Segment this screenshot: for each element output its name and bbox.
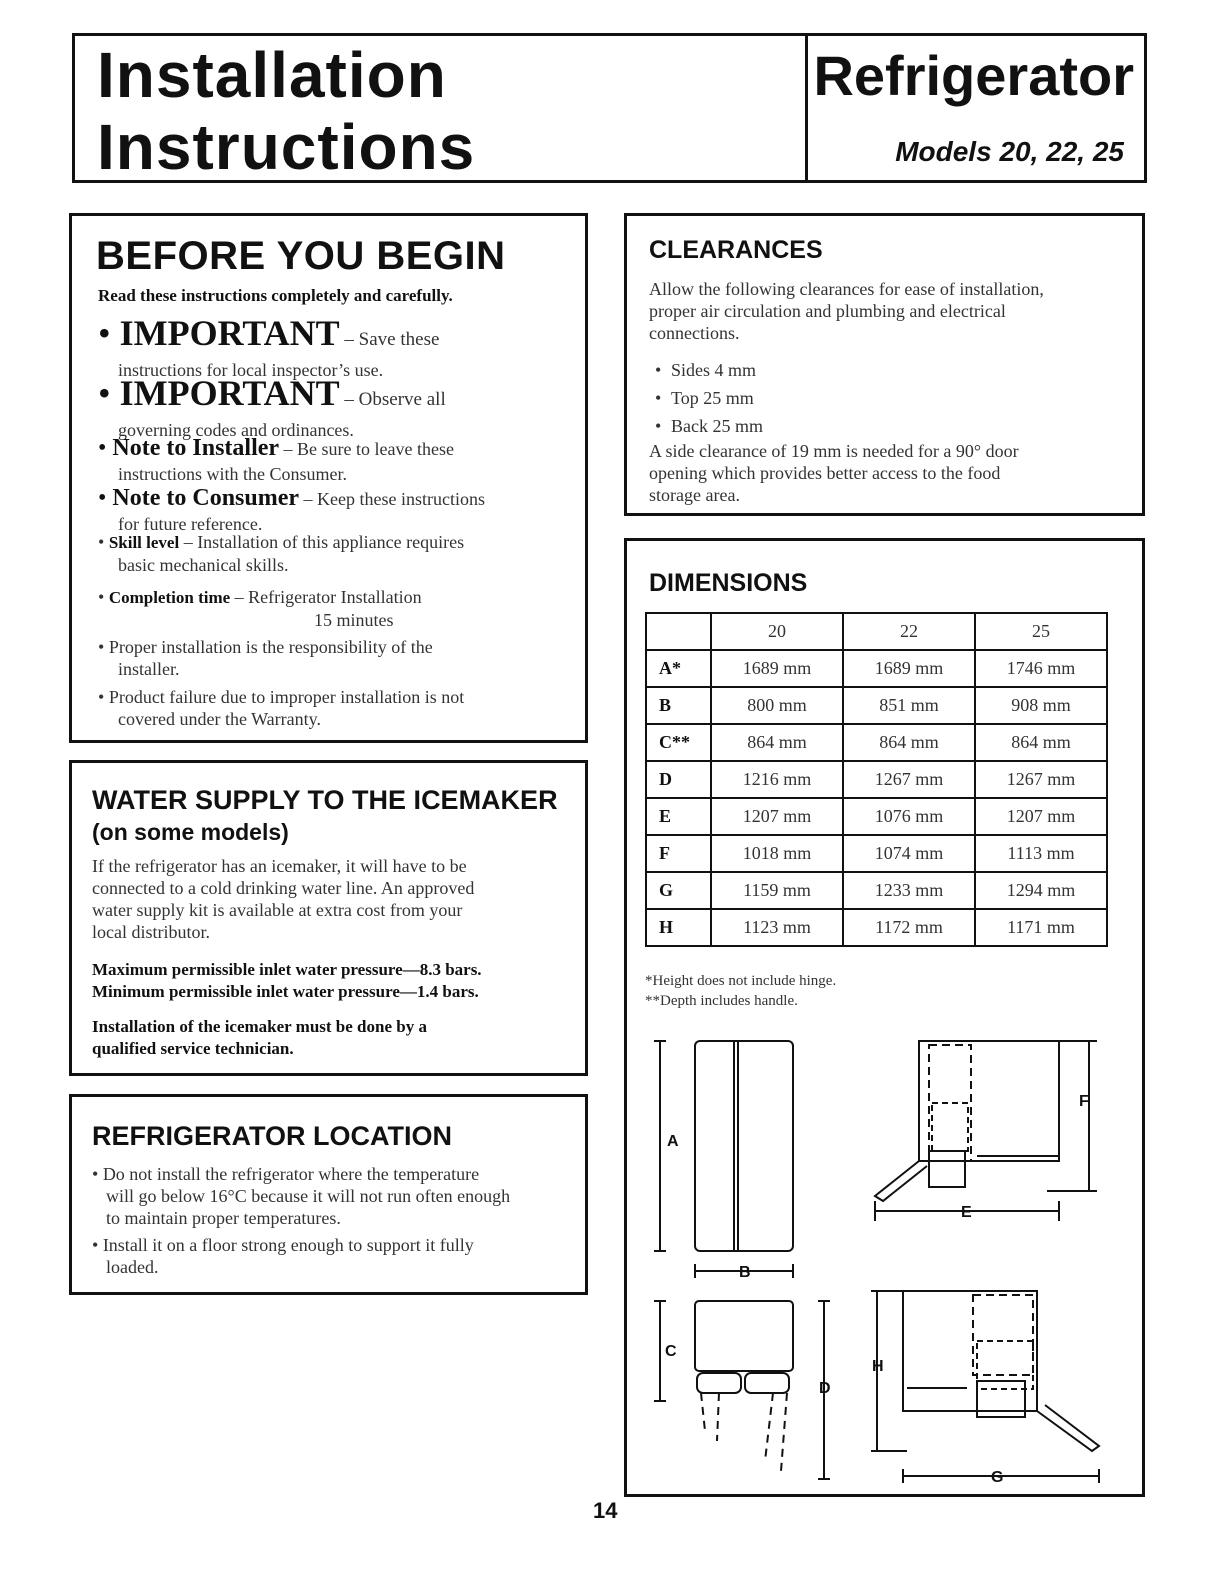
location-b1-line-2: will go below 16°C because it will not run often enough <box>106 1186 511 1206</box>
models-label: Models 20, 22, 25 <box>895 136 1124 167</box>
page-number: 14 <box>593 1498 618 1523</box>
failure-line-1: Product failure due to improper installation is not <box>108 687 465 707</box>
diagram-label-g: G <box>991 1469 1004 1486</box>
clearances-section <box>624 213 1145 516</box>
water-line-2: connected to a cold drinking water line. An approved <box>92 878 475 898</box>
water-line-3: water supply kit is available at extra cost from your <box>92 900 463 920</box>
header-title-box <box>72 33 807 183</box>
row-label: F <box>646 835 711 872</box>
location-bullet-1: • Do not install the refrigerator where the temperature will go below 16°C because it will not run often enough to maintain proper temperatures. <box>92 1163 582 1229</box>
before-heading: BEFORE YOU BEGIN <box>96 234 506 278</box>
proper-installation: • Proper installation is the responsibility of the installer. <box>98 636 578 680</box>
failure-line-2: covered under the Warranty. <box>118 709 321 729</box>
location-b1-line-3: to maintain proper temperatures. <box>106 1208 341 1228</box>
footnote-height: *Height does not include hinge. <box>645 973 837 989</box>
table-cell: 1267 mm <box>975 761 1107 798</box>
table-cell: 1689 mm <box>711 650 843 687</box>
dimensions-column-header <box>646 613 711 650</box>
table-cell: 1074 mm <box>843 835 975 872</box>
row-label: B <box>646 687 711 724</box>
note-installer: • Note to Installer – Be sure to leave these instructions with the Consumer. <box>98 434 578 485</box>
clearances-heading: CLEARANCES <box>649 236 823 264</box>
location-heading: REFRIGERATOR LOCATION <box>92 1121 452 1151</box>
clearance-top: • Top 25 mm <box>649 384 1129 412</box>
completion-time-cont: 15 minutes <box>314 610 394 630</box>
water-heading: WATER SUPPLY TO THE ICEMAKER <box>92 785 558 815</box>
table-cell: 1018 mm <box>711 835 843 872</box>
table-row <box>646 724 1107 761</box>
dimensions-column-header: 20 <box>711 613 843 650</box>
location-b1-line-1: Do not install the refrigerator where the temperature <box>102 1164 480 1184</box>
clearances-line-2: proper air circulation and plumbing and electrical <box>649 301 1006 321</box>
water-line-1: If the refrigerator has an icemaker, it will have to be <box>92 856 467 876</box>
dimensions-section <box>624 538 1145 1497</box>
location-section <box>69 1094 588 1295</box>
diagram-label-a: A <box>667 1133 679 1150</box>
water-supply-section <box>69 760 588 1076</box>
side-note-line-1: A side clearance of 19 mm is needed for a 90° door <box>649 441 1019 461</box>
row-label: C** <box>646 724 711 761</box>
row-label: A* <box>646 650 711 687</box>
diagram-label-e: E <box>961 1204 972 1221</box>
side-note-line-2: opening which provides better access to the food <box>649 463 1001 483</box>
note-consumer-key: Note to Consumer <box>112 485 300 511</box>
note-installer-key: Note to Installer <box>112 435 280 461</box>
table-cell: 800 mm <box>711 687 843 724</box>
proper-line-2: installer. <box>118 659 180 679</box>
table-cell: 1076 mm <box>843 798 975 835</box>
important-2: • IMPORTANT – Observe all governing codes and ordinances. <box>98 374 578 441</box>
important-1-key: IMPORTANT <box>119 313 340 353</box>
row-label: E <box>646 798 711 835</box>
table-cell: 1172 mm <box>843 909 975 946</box>
side-note-line-3: storage area. <box>649 485 740 505</box>
location-b2-line-1: Install it on a floor strong enough to support it fully <box>102 1235 474 1255</box>
important-2-key: IMPORTANT <box>119 373 340 413</box>
title-line-2: Instructions <box>97 111 476 183</box>
refrigerator-dimension-diagrams <box>627 1021 1142 1496</box>
clearances-line-3: connections. <box>649 323 740 343</box>
icemaker-install-note <box>92 1016 427 1060</box>
min-pressure: Minimum permissible inlet water pressure—1.4 bars. <box>92 982 479 1001</box>
table-row <box>646 798 1107 835</box>
note-installer-cont: instructions with the Consumer. <box>118 464 347 484</box>
water-paragraph <box>92 855 572 943</box>
table-row <box>646 872 1107 909</box>
note-consumer-text: Keep these instructions <box>317 489 486 509</box>
table-row <box>646 687 1107 724</box>
water-line-4: local distributor. <box>92 922 210 942</box>
table-cell: 1746 mm <box>975 650 1107 687</box>
skill-level: • Skill level – Installation of this appliance requires basic mechanical skills. <box>98 531 578 576</box>
diagram-label-d: D <box>819 1380 831 1397</box>
important-1-cont: instructions for local inspector’s use. <box>118 360 384 380</box>
header-product-box <box>805 33 1147 183</box>
table-cell: 1267 mm <box>843 761 975 798</box>
important-1-text: Save these <box>358 329 440 350</box>
clearance-back: • Back 25 mm <box>649 412 1129 440</box>
proper-line-1: Proper installation is the responsibility of the <box>108 637 433 657</box>
dimensions-footnotes <box>645 971 836 1011</box>
title-line-1: Installation <box>97 39 447 111</box>
footnote-depth: **Depth includes handle. <box>645 993 798 1009</box>
diagram-label-c: C <box>665 1343 677 1360</box>
diagram-label-b: B <box>739 1264 751 1281</box>
table-row <box>646 761 1107 798</box>
row-label: H <box>646 909 711 946</box>
clearances-list <box>649 356 1129 440</box>
skill-level-text: Installation of this appliance requires <box>197 532 465 552</box>
dimensions-table <box>645 612 1108 947</box>
product-failure: • Product failure due to improper installation is not covered under the Warranty. <box>98 686 578 730</box>
clearances-line-1: Allow the following clearances for ease of installation, <box>649 279 1044 299</box>
table-row <box>646 909 1107 946</box>
table-cell: 851 mm <box>843 687 975 724</box>
table-cell: 864 mm <box>843 724 975 761</box>
table-cell: 1294 mm <box>975 872 1107 909</box>
location-bullet-2: • Install it on a floor strong enough to support it fully loaded. <box>92 1234 582 1278</box>
table-cell: 1689 mm <box>843 650 975 687</box>
table-row <box>646 835 1107 872</box>
row-label: G <box>646 872 711 909</box>
important-2-cont: governing codes and ordinances. <box>118 420 354 440</box>
table-row <box>646 650 1107 687</box>
table-cell: 864 mm <box>975 724 1107 761</box>
table-cell: 908 mm <box>975 687 1107 724</box>
skill-level-cont: basic mechanical skills. <box>118 555 289 575</box>
table-cell: 1233 mm <box>843 872 975 909</box>
table-cell: 1171 mm <box>975 909 1107 946</box>
install-line-2: qualified service technician. <box>92 1039 294 1058</box>
row-label: D <box>646 761 711 798</box>
clearances-intro <box>649 278 1129 344</box>
completion-time: • Completion time – Refrigerator Installation 15 minutes <box>98 586 578 631</box>
important-1: • IMPORTANT – Save these instructions for local inspector’s use. <box>98 314 578 381</box>
table-cell: 1207 mm <box>711 798 843 835</box>
before-intro: Read these instructions completely and carefully. <box>98 286 453 305</box>
location-b2-line-2: loaded. <box>106 1257 159 1277</box>
table-cell: 1216 mm <box>711 761 843 798</box>
completion-time-key: Completion time <box>108 588 231 607</box>
table-cell: 1159 mm <box>711 872 843 909</box>
max-pressure: Maximum permissible inlet water pressure—8.3 bars. <box>92 960 482 979</box>
note-consumer-cont: for future reference. <box>118 514 263 534</box>
product-title: Refrigerator <box>813 44 1134 107</box>
install-line-1: Installation of the icemaker must be done by a <box>92 1017 427 1036</box>
important-2-text: Observe all <box>358 389 446 410</box>
side-clearance-note <box>649 440 1129 506</box>
dimensions-heading: DIMENSIONS <box>649 569 808 597</box>
skill-level-key: Skill level <box>108 533 180 552</box>
table-cell: 864 mm <box>711 724 843 761</box>
table-cell: 1123 mm <box>711 909 843 946</box>
dimensions-column-header: 22 <box>843 613 975 650</box>
before-you-begin-section <box>69 213 588 743</box>
dimensions-header-row <box>646 613 1107 650</box>
note-consumer: • Note to Consumer – Keep these instructions for future reference. <box>98 484 578 535</box>
note-installer-text: Be sure to leave these <box>297 439 454 459</box>
diagram-label-h: H <box>872 1358 884 1375</box>
table-cell: 1113 mm <box>975 835 1107 872</box>
diagram-label-f: F <box>1079 1093 1089 1110</box>
table-cell: 1207 mm <box>975 798 1107 835</box>
completion-time-text: Refrigerator Installation <box>248 587 422 607</box>
water-subheading: (on some models) <box>92 819 289 845</box>
clearance-sides: • Sides 4 mm <box>649 356 1129 384</box>
dimensions-column-header: 25 <box>975 613 1107 650</box>
